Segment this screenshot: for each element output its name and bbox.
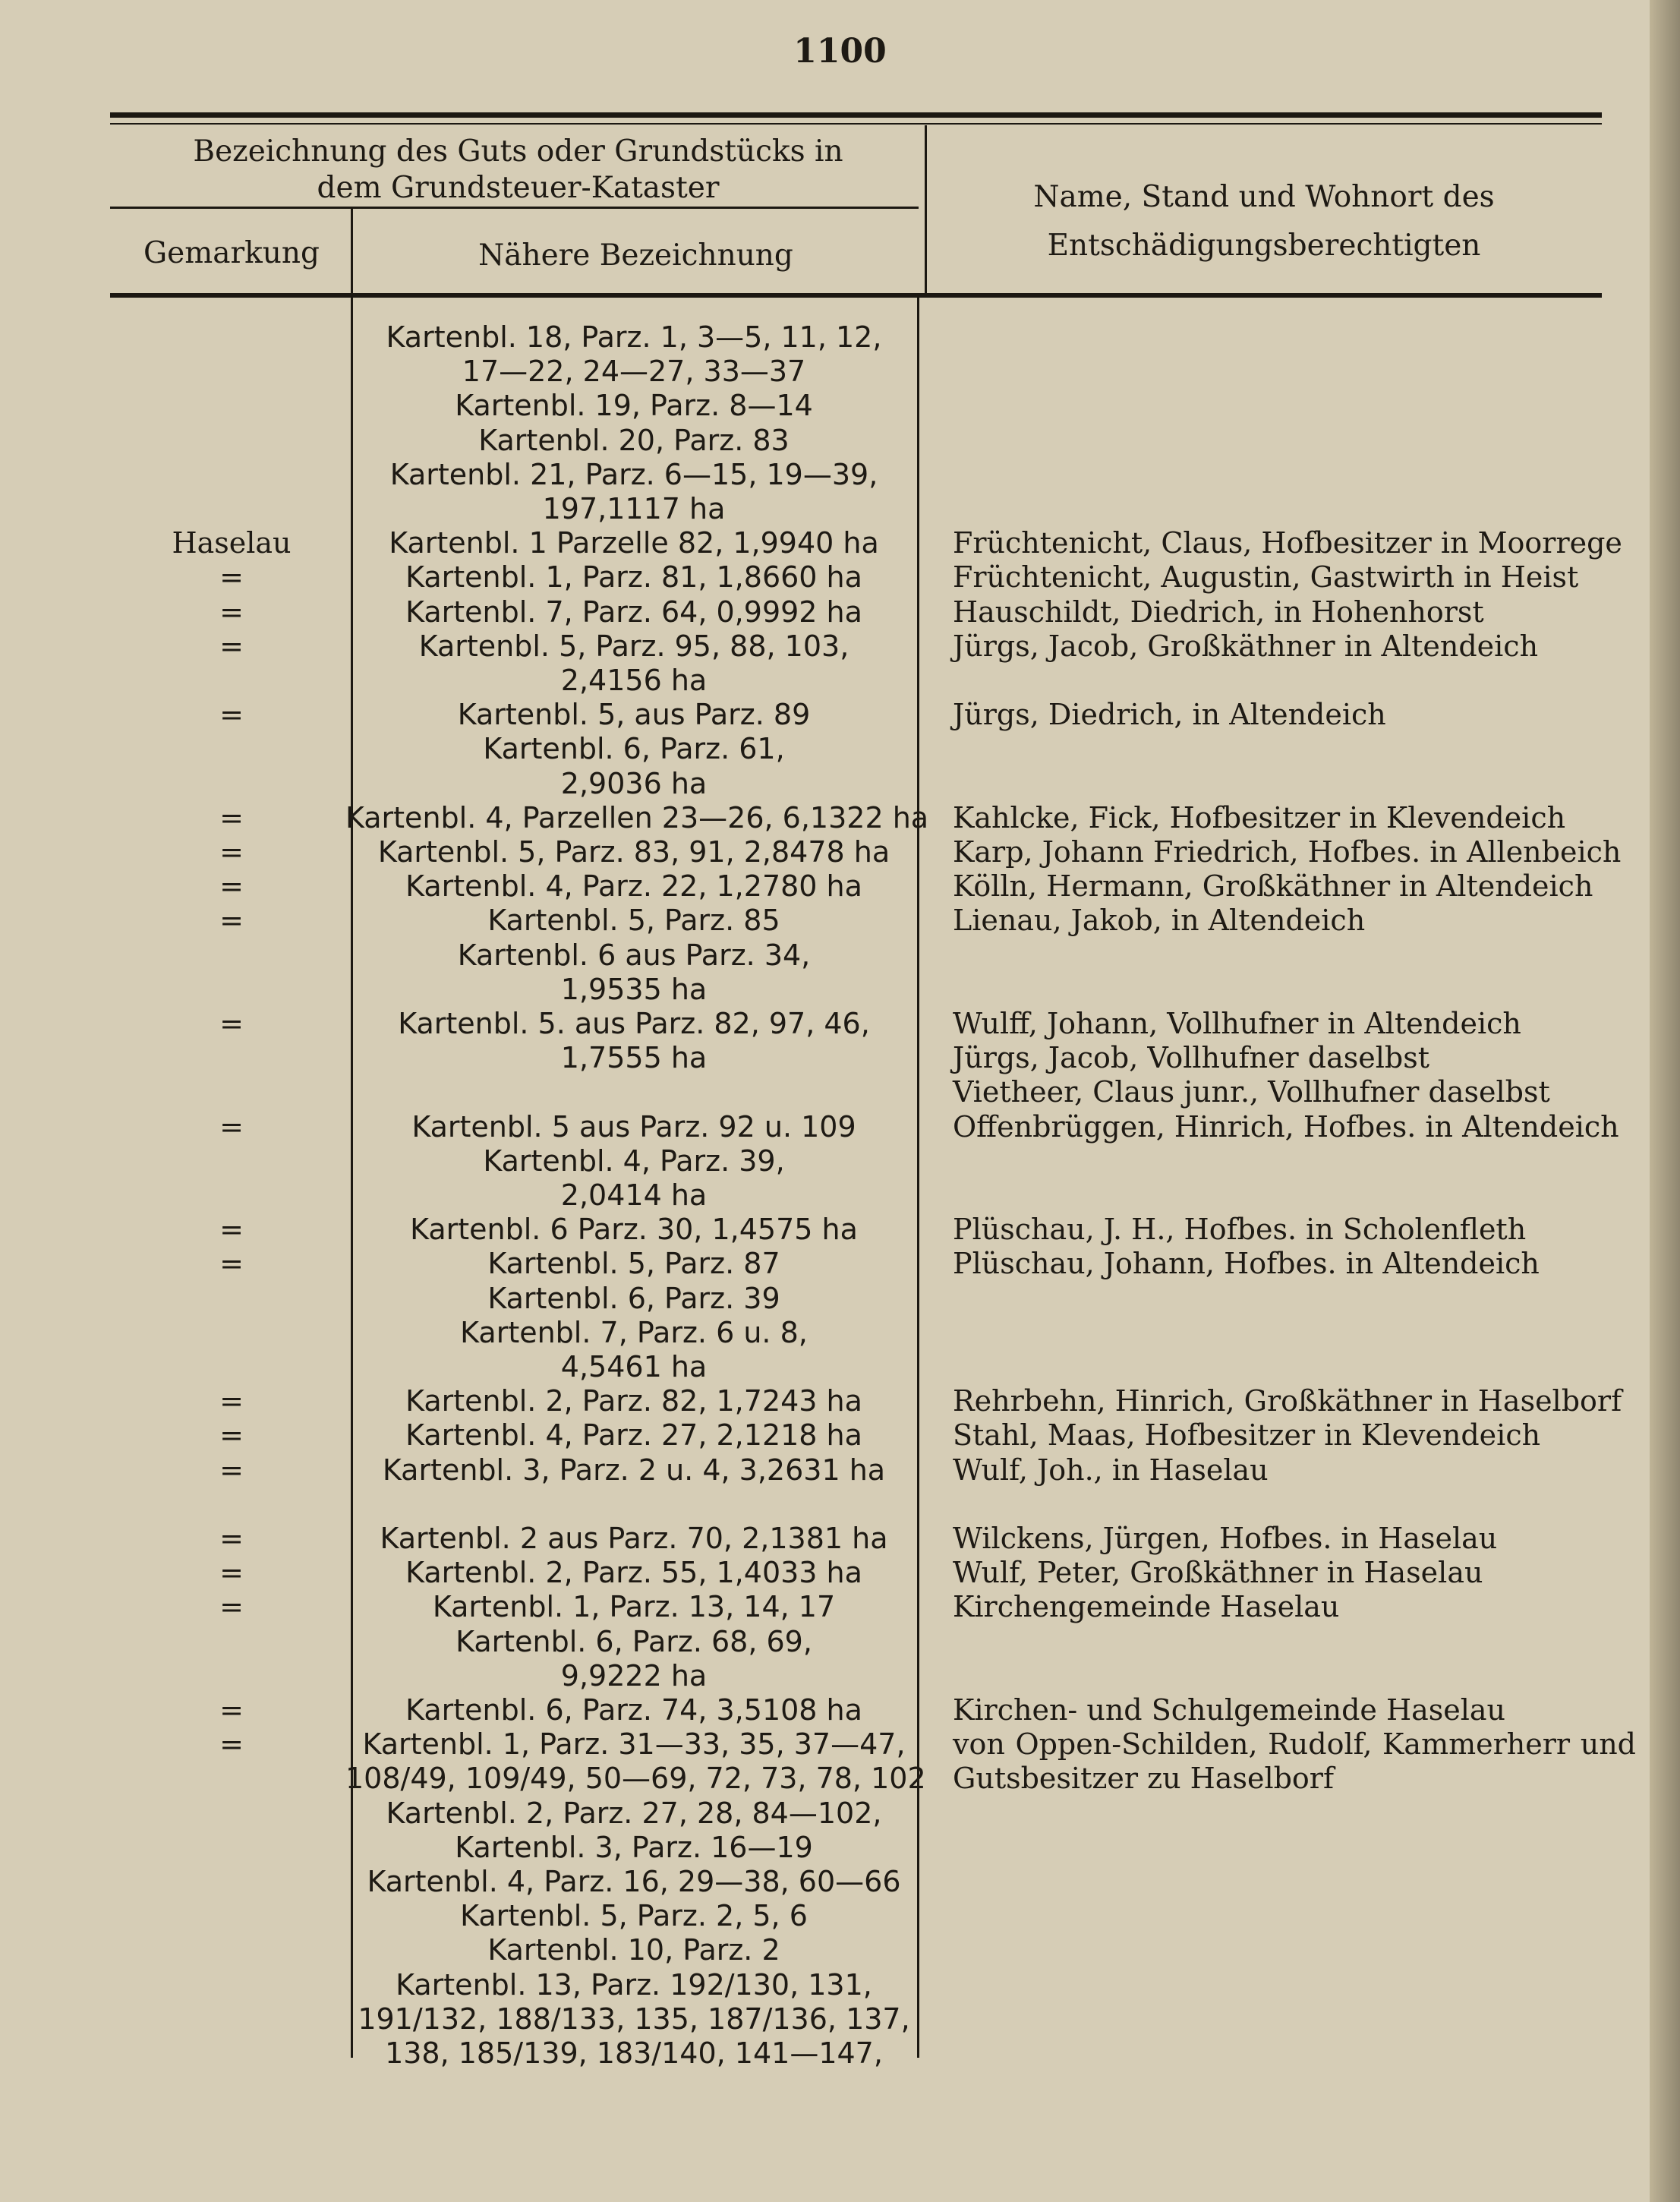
table-row <box>0 1968 1680 2002</box>
table-row <box>0 1178 1680 1213</box>
table-row <box>0 1522 1680 1556</box>
page-number: 1100 <box>793 32 887 71</box>
cell-naehere-bezeichnung: Kartenbl. 7, Parz. 6 u. 8, <box>460 1315 808 1349</box>
cell-entschaedigungsberechtigter: Plüschau, J. H., Hofbes. in Scholenfleth <box>953 1213 1527 1247</box>
cell-naehere-bezeichnung: Kartenbl. 2, Parz. 82, 1,7243 ha <box>405 1384 862 1418</box>
cell-naehere-bezeichnung: Kartenbl. 1, Parz. 13, 14, 17 <box>432 1590 836 1624</box>
cell-naehere-bezeichnung: Kartenbl. 4, Parzellen 23—26, 6,1322 ha <box>345 800 929 834</box>
cell-gemarkung: = <box>219 698 244 732</box>
cell-gemarkung: = <box>219 800 244 834</box>
cell-naehere-bezeichnung: Kartenbl. 6 Parz. 30, 1,4575 ha <box>410 1213 858 1247</box>
cell-naehere-bezeichnung: 1,9535 ha <box>560 972 708 1006</box>
table-row <box>0 595 1680 629</box>
cell-gemarkung: = <box>219 1522 244 1555</box>
table-row <box>0 355 1680 389</box>
cell-naehere-bezeichnung: Kartenbl. 1, Parz. 81, 1,8660 ha <box>405 560 862 595</box>
table-row <box>0 2002 1680 2036</box>
cell-naehere-bezeichnung: Kartenbl. 4, Parz. 27, 2,1218 ha <box>405 1418 862 1453</box>
cell-gemarkung: = <box>219 1418 244 1453</box>
cell-entschaedigungsberechtigter: von Oppen-Schilden, Rudolf, Kammerherr und <box>953 1727 1636 1762</box>
cell-entschaedigungsberechtigter: Kölln, Hermann, Großkäthner in Altendeich <box>953 869 1593 904</box>
cell-gemarkung: = <box>219 904 244 938</box>
cell-gemarkung: = <box>219 1384 244 1418</box>
cell-entschaedigungsberechtigter: Stahl, Maas, Hofbesitzer in Klevendeich <box>953 1418 1541 1453</box>
table-row <box>0 904 1680 938</box>
cell-naehere-bezeichnung: Kartenbl. 5. aus Parz. 82, 97, 46, <box>398 1007 870 1040</box>
cell-gemarkung: = <box>219 1109 244 1144</box>
cell-naehere-bezeichnung: 108/49, 109/49, 50—69, 72, 73, 78, 102 <box>345 1762 926 1796</box>
cell-naehere-bezeichnung: Kartenbl. 10, Parz. 2 <box>487 1933 780 1967</box>
cell-entschaedigungsberechtigter: Karp, Johann Friedrich, Hofbes. in Allenbeich <box>953 835 1622 869</box>
cell-gemarkung: = <box>219 835 244 869</box>
table-row <box>0 732 1680 766</box>
cell-naehere-bezeichnung: Kartenbl. 18, Parz. 1, 3—5, 11, 12, <box>386 320 882 354</box>
table-row <box>0 1762 1680 1796</box>
header-name-line2: Entschädigungsberechtigten <box>1047 229 1481 263</box>
cell-gemarkung: = <box>219 1693 244 1727</box>
table-row <box>0 1453 1680 1487</box>
cell-naehere-bezeichnung: Kartenbl. 21, Parz. 6—15, 19—39, <box>389 457 878 491</box>
cell-naehere-bezeichnung: 2,0414 ha <box>560 1178 708 1212</box>
table-row <box>0 1556 1680 1590</box>
table-row <box>0 458 1680 492</box>
header-name-stand-wohnort <box>926 173 1602 270</box>
cell-naehere-bezeichnung: Kartenbl. 6 aus Parz. 34, <box>457 938 811 972</box>
table-row <box>0 835 1680 869</box>
table-row <box>0 1213 1680 1247</box>
cell-entschaedigungsberechtigter: Lienau, Jakob, in Altendeich <box>953 904 1366 938</box>
cell-gemarkung: = <box>219 1007 244 1040</box>
cell-naehere-bezeichnung: 138, 185/139, 183/140, 141—147, <box>385 2036 883 2070</box>
header-group-title-line2: dem Grundsteuer-Kataster <box>317 171 720 205</box>
cell-naehere-bezeichnung: 9,9222 ha <box>560 1658 708 1693</box>
cell-naehere-bezeichnung: Kartenbl. 1 Parzelle 82, 1,9940 ha <box>389 526 879 560</box>
cell-naehere-bezeichnung: Kartenbl. 13, Parz. 192/130, 131, <box>396 1967 872 2002</box>
cell-naehere-bezeichnung: Kartenbl. 3, Parz. 2 u. 4, 3,2631 ha <box>382 1453 886 1487</box>
table-row <box>0 1007 1680 1041</box>
cell-gemarkung: = <box>219 629 244 663</box>
cell-gemarkung: = <box>219 1247 244 1281</box>
cell-entschaedigungsberechtigter: Offenbrüggen, Hinrich, Hofbes. in Altendeich <box>953 1109 1619 1144</box>
cell-gemarkung: = <box>219 1213 244 1247</box>
table-row <box>0 869 1680 904</box>
cell-entschaedigungsberechtigter: Früchtenicht, Augustin, Gastwirth in Heist <box>953 560 1579 595</box>
table-row <box>0 939 1680 973</box>
cell-gemarkung: = <box>219 869 244 904</box>
table-row <box>0 1590 1680 1624</box>
cell-naehere-bezeichnung: 17—22, 24—27, 33—37 <box>462 355 806 389</box>
table-row <box>0 1865 1680 1899</box>
cell-entschaedigungsberechtigter: Wilckens, Jürgen, Hofbes. in Haselau <box>953 1522 1498 1555</box>
cell-entschaedigungsberechtigter: Hauschildt, Diedrich, in Hohenhorst <box>953 595 1484 629</box>
cell-naehere-bezeichnung: Kartenbl. 2 aus Parz. 70, 2,1381 ha <box>380 1522 888 1555</box>
header-group-title <box>114 134 922 207</box>
table-row <box>0 1316 1680 1350</box>
table-row <box>0 801 1680 835</box>
header-bottom-rule <box>110 293 1602 298</box>
cell-gemarkung: = <box>219 595 244 629</box>
header-group-title-line1: Bezeichnung des Guts oder Grundstücks in <box>193 134 843 169</box>
cell-gemarkung: = <box>219 1556 244 1590</box>
cell-entschaedigungsberechtigter: Vietheer, Claus junr., Vollhufner daselbst <box>953 1075 1550 1109</box>
cell-naehere-bezeichnung: Kartenbl. 4, Parz. 39, <box>483 1144 785 1178</box>
table-row <box>0 1693 1680 1727</box>
header-name-line1: Name, Stand und Wohnort des <box>1033 180 1495 214</box>
top-rule-thin <box>110 123 1602 125</box>
table-row <box>0 320 1680 355</box>
cell-naehere-bezeichnung: Kartenbl. 5, Parz. 83, 91, 2,8478 ha <box>377 835 890 869</box>
table-row <box>0 1144 1680 1178</box>
cell-entschaedigungsberechtigter: Jürgs, Diedrich, in Altendeich <box>953 698 1386 732</box>
cell-naehere-bezeichnung: 1,7555 ha <box>560 1041 708 1075</box>
cell-naehere-bezeichnung: Kartenbl. 4, Parz. 16, 29—38, 60—66 <box>367 1865 901 1898</box>
table-row <box>0 1384 1680 1418</box>
table-row <box>0 1831 1680 1865</box>
table-row <box>0 629 1680 664</box>
header-gemarkung: Gemarkung <box>143 236 320 270</box>
table-row <box>0 1110 1680 1144</box>
table-row <box>0 767 1680 801</box>
table-row <box>0 973 1680 1007</box>
table-row <box>0 1933 1680 1967</box>
table-row <box>0 1041 1680 1075</box>
cell-naehere-bezeichnung: Kartenbl. 2, Parz. 27, 28, 84—102, <box>386 1796 882 1830</box>
cell-naehere-bezeichnung: Kartenbl. 6, Parz. 61, <box>483 732 785 766</box>
cell-naehere-bezeichnung: 4,5461 ha <box>560 1350 708 1383</box>
table-row <box>0 1075 1680 1109</box>
table-row <box>0 1625 1680 1659</box>
table-row <box>0 1797 1680 1831</box>
cell-gemarkung: = <box>219 1590 244 1624</box>
table-row <box>0 492 1680 526</box>
cell-naehere-bezeichnung: Kartenbl. 1, Parz. 31—33, 35, 37—47, <box>362 1727 906 1762</box>
table-row <box>0 1282 1680 1316</box>
cell-naehere-bezeichnung: 191/132, 188/133, 135, 187/136, 137, <box>358 2002 910 2036</box>
cell-gemarkung: Haselau <box>172 526 292 560</box>
cell-entschaedigungsberechtigter: Jürgs, Jacob, Vollhufner daselbst <box>953 1041 1429 1075</box>
cell-entschaedigungsberechtigter: Plüschau, Johann, Hofbes. in Altendeich <box>953 1247 1540 1281</box>
cell-gemarkung: = <box>219 1727 244 1762</box>
cell-entschaedigungsberechtigter: Gutsbesitzer zu Haselborf <box>953 1762 1335 1796</box>
table-row <box>0 1418 1680 1453</box>
cell-entschaedigungsberechtigter: Kirchen- und Schulgemeinde Haselau <box>953 1693 1506 1727</box>
cell-entschaedigungsberechtigter: Wulff, Johann, Vollhufner in Altendeich <box>953 1007 1521 1040</box>
table-row <box>0 1727 1680 1762</box>
cell-naehere-bezeichnung: Kartenbl. 5, Parz. 95, 88, 103, <box>418 629 849 663</box>
table-row <box>0 1247 1680 1281</box>
cell-naehere-bezeichnung: Kartenbl. 5, Parz. 2, 5, 6 <box>460 1899 808 1933</box>
header-naehere-bezeichnung: Nähere Bezeichnung <box>478 238 793 273</box>
cell-gemarkung: = <box>219 560 244 595</box>
cell-naehere-bezeichnung: Kartenbl. 3, Parz. 16—19 <box>455 1830 813 1864</box>
cell-naehere-bezeichnung: Kartenbl. 19, Parz. 8—14 <box>455 389 813 423</box>
cell-naehere-bezeichnung: Kartenbl. 6, Parz. 68, 69, <box>455 1624 812 1658</box>
cell-entschaedigungsberechtigter: Jürgs, Jacob, Großkäthner in Altendeich <box>953 629 1539 663</box>
cell-naehere-bezeichnung: Kartenbl. 20, Parz. 83 <box>478 423 790 457</box>
cell-naehere-bezeichnung: Kartenbl. 5, Parz. 87 <box>487 1247 780 1281</box>
cell-naehere-bezeichnung: Kartenbl. 5 aus Parz. 92 u. 109 <box>411 1109 856 1144</box>
subheader-rule <box>110 207 919 209</box>
cell-entschaedigungsberechtigter: Kirchengemeinde Haselau <box>953 1590 1340 1624</box>
table-row <box>0 1350 1680 1384</box>
cell-naehere-bezeichnung: Kartenbl. 6, Parz. 39 <box>487 1281 780 1315</box>
cell-naehere-bezeichnung: Kartenbl. 2, Parz. 55, 1,4033 ha <box>405 1556 862 1590</box>
cell-naehere-bezeichnung: Kartenbl. 6, Parz. 74, 3,5108 ha <box>405 1693 862 1727</box>
cell-naehere-bezeichnung: 197,1117 ha <box>542 492 726 525</box>
cell-entschaedigungsberechtigter: Rehrbehn, Hinrich, Großkäthner in Haselborf <box>953 1384 1622 1418</box>
table-row <box>0 1899 1680 1933</box>
cell-naehere-bezeichnung: 2,4156 ha <box>560 664 708 697</box>
cell-naehere-bezeichnung: 2,9036 ha <box>560 766 708 800</box>
cell-naehere-bezeichnung: Kartenbl. 5, Parz. 85 <box>487 904 780 938</box>
table-row <box>0 389 1680 423</box>
table-row <box>0 2036 1680 2071</box>
cell-entschaedigungsberechtigter: Wulf, Joh., in Haselau <box>953 1453 1269 1487</box>
cell-entschaedigungsberechtigter: Früchtenicht, Claus, Hofbesitzer in Moorrege <box>953 526 1622 560</box>
cell-entschaedigungsberechtigter: Wulf, Peter, Großkäthner in Haselau <box>953 1556 1483 1590</box>
cell-gemarkung: = <box>219 1453 244 1487</box>
top-rule <box>110 112 1602 118</box>
table-row <box>0 698 1680 732</box>
table-row <box>0 560 1680 595</box>
table-row <box>0 1487 1680 1522</box>
table-row <box>0 664 1680 698</box>
cell-naehere-bezeichnung: Kartenbl. 7, Parz. 64, 0,9992 ha <box>405 595 862 629</box>
cell-naehere-bezeichnung: Kartenbl. 4, Parz. 22, 1,2780 ha <box>405 869 862 904</box>
table-row <box>0 424 1680 458</box>
table-row <box>0 526 1680 560</box>
table-row <box>0 1659 1680 1693</box>
cell-entschaedigungsberechtigter: Kahlcke, Fick, Hofbesitzer in Klevendeich <box>953 800 1566 834</box>
cell-naehere-bezeichnung: Kartenbl. 5, aus Parz. 89 <box>457 698 811 732</box>
